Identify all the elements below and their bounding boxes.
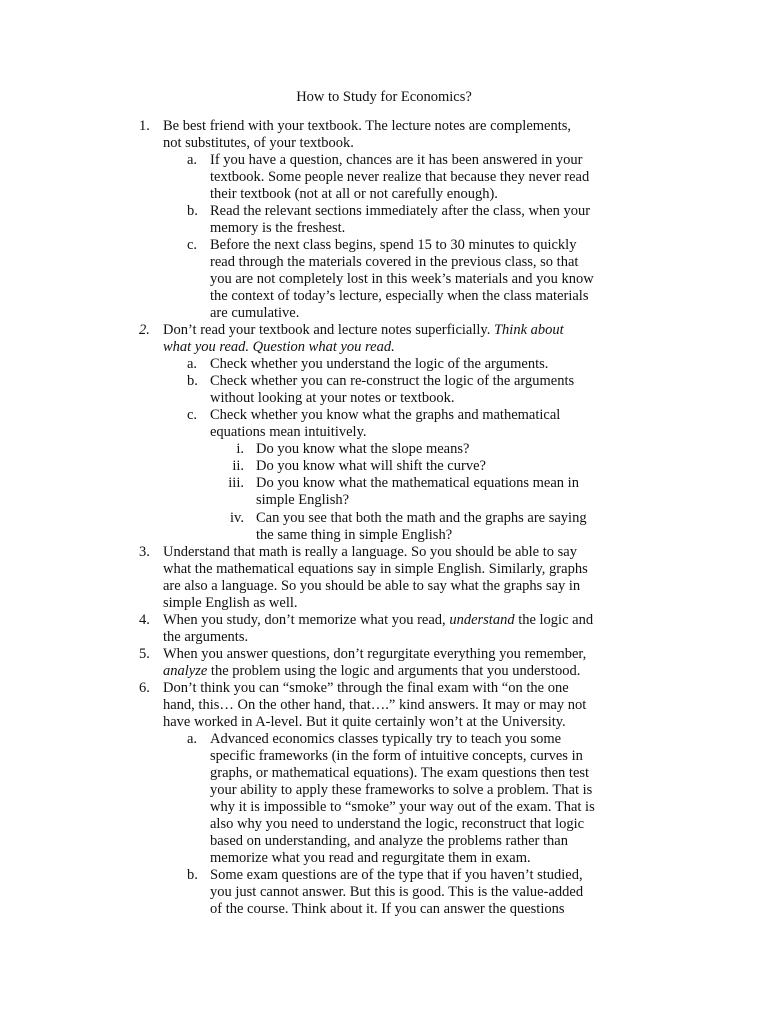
list-item-text: Do you know what the slope means? (256, 441, 470, 457)
list-marker: b. (187, 373, 198, 389)
list-item-text: Do you know what the mathematical equations mean in (256, 475, 579, 491)
list-marker: c. (187, 407, 198, 423)
list-item-text (163, 339, 395, 356)
list-item-text (163, 663, 580, 680)
list-item-text: Be best friend with your textbook. The lecture notes are complements, (163, 118, 572, 134)
list-item-text: Don’t think you can “smoke” through the final exam with “on the one (163, 680, 569, 696)
list-item-text: Before the next class begins, spend 15 to 30 minutes to quickly (210, 237, 577, 253)
list-marker: 1. (139, 118, 150, 134)
list-item-text: Some exam questions are of the type that if you haven’t studied, (210, 867, 583, 883)
list-marker: 6. (139, 680, 150, 696)
list-item-plain-text: Don’t read your textbook and lecture notes superficially. (163, 322, 494, 338)
list-marker: c. (187, 237, 198, 253)
list-item-text: Do you know what will shift the curve? (256, 458, 486, 474)
list-item-emphasis: understand (449, 612, 515, 628)
list-item-text: not substitutes, of your textbook. (163, 135, 354, 151)
list-item-text (163, 322, 564, 339)
list-item-text (163, 612, 593, 629)
list-item-text: your ability to apply these frameworks to solve a problem. That is (210, 782, 593, 798)
list-item-text: their textbook (not at all or not carefully enough). (210, 186, 498, 202)
list-marker: i. (236, 441, 244, 457)
list-item-plain-text: the problem using the logic and arguments that you understood. (207, 663, 581, 679)
list-marker: a. (187, 152, 198, 168)
list-item-text: of the course. Think about it. If you can answer the questions (210, 901, 565, 917)
list-item-text: Advanced economics classes typically try to teach you some (210, 731, 562, 747)
list-marker: b. (187, 867, 198, 883)
list-item-text: Can you see that both the math and the graphs are saying (256, 510, 587, 526)
list-item-plain-text: When you study, don’t memorize what you read, (163, 612, 450, 628)
list-item-text: memorize what you read and regurgitate them in exam. (210, 850, 531, 866)
list-marker: a. (187, 356, 198, 372)
list-item-text: you are not completely lost in this week’s materials and you know (210, 271, 594, 287)
list-item-text: you just cannot answer. But this is good. This is the value-added (210, 884, 584, 900)
list-item-text: without looking at your notes or textbook. (210, 390, 455, 406)
list-item-text: Understand that math is really a language. So you should be able to say (163, 544, 577, 560)
list-marker: iii. (228, 475, 244, 491)
list-item-text: are also a language. So you should be able to say what the graphs say in (163, 578, 581, 594)
list-marker: iv. (230, 510, 244, 526)
list-item-emphasis: Think about (493, 322, 564, 338)
list-item-text: simple English as well. (163, 595, 298, 611)
list-item-text: memory is the freshest. (210, 220, 346, 236)
list-item-text: Check whether you understand the logic of the arguments. (210, 356, 549, 372)
list-item-text: Read the relevant sections immediately after the class, when your (210, 203, 591, 219)
list-item-emphasis: analyze (163, 663, 208, 679)
list-item-text: based on understanding, and analyze the problems rather than (210, 833, 568, 849)
list-item-text: simple English? (256, 492, 350, 508)
list-item-text: specific frameworks (in the form of intuitive concepts, curves in (210, 748, 583, 764)
list-item-text: If you have a question, chances are it has been answered in your (210, 152, 583, 168)
list-item-text: hand, this… On the other hand, that….” kind answers. It may or may not (163, 697, 587, 713)
list-item-text: equations mean intuitively. (210, 424, 367, 440)
list-item-emphasis: what you read. Question what you read. (163, 339, 395, 355)
list-item-text: what the mathematical equations say in simple English. Similarly, graphs (163, 561, 588, 577)
list-item-text: Check whether you can re-construct the logic of the arguments (210, 373, 575, 389)
list-marker: 3. (139, 544, 150, 560)
list-marker: ii. (232, 458, 244, 474)
list-item-text: the same thing in simple English? (256, 527, 453, 543)
list-item-text: read through the materials covered in the previous class, so that (210, 254, 579, 270)
list-marker: 2. (139, 322, 150, 338)
list-marker: 4. (139, 612, 150, 628)
list-item-text: the context of today’s lecture, especially when the class materials (210, 288, 589, 304)
list-marker: a. (187, 731, 198, 747)
list-item-text: have worked in A-level. But it quite certainly won’t at the University. (163, 714, 566, 730)
list-item-text: are cumulative. (210, 305, 300, 321)
list-item-text: why it is impossible to “smoke” your way out of the exam. That is (210, 799, 595, 815)
list-marker: b. (187, 203, 198, 219)
list-item-text: also why you need to understand the logic, reconstruct that logic (210, 816, 585, 832)
list-item-text: When you answer questions, don’t regurgitate everything you remember, (163, 646, 587, 662)
list-item-text: textbook. Some people never realize that because they never read (210, 169, 590, 185)
list-item-plain-text: the logic and (514, 612, 594, 628)
list-item-text: graphs, or mathematical equations). The exam questions then test (210, 765, 590, 781)
list-item-text: the arguments. (163, 629, 249, 645)
list-item-text: Check whether you know what the graphs and mathematical (210, 407, 561, 423)
page-title: How to Study for Economics? (296, 89, 472, 105)
list-marker: 5. (139, 646, 150, 662)
